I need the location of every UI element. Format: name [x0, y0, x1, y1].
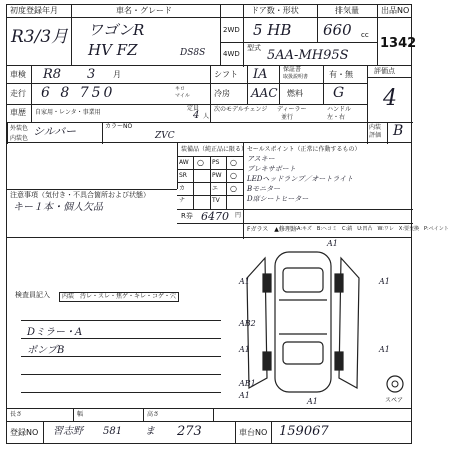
mileage-label: 走行	[10, 89, 26, 98]
first-reg-box	[6, 4, 72, 66]
damage-label-3: A1	[379, 277, 390, 286]
equip-na: ナ	[179, 197, 186, 204]
shaken-label: 車検	[10, 70, 26, 79]
engine-unit: cc	[361, 31, 369, 39]
ext-color-label: 外装色	[10, 125, 29, 132]
score-value: 4	[383, 86, 397, 111]
name-grade-label: 車名・グレード	[116, 6, 172, 15]
damage-label-9: A1	[307, 397, 318, 406]
width-label: 幅	[77, 411, 84, 418]
shaken-month: 3	[87, 67, 96, 82]
equip-pw: PW	[212, 172, 222, 179]
inspector-line-2: ポンプB	[27, 345, 65, 356]
equip-ps: PS	[212, 159, 220, 166]
reg-office: 習志野	[53, 426, 83, 437]
car-name: ワゴンR	[88, 21, 145, 39]
interior-label: 内装 評価	[369, 124, 382, 139]
drive-4wd: 4WD	[223, 50, 240, 58]
notes-value: キー１本・個人欠品	[13, 202, 103, 213]
ext-color-value: シルバー	[33, 125, 76, 138]
dealer-label: ディーラー	[277, 106, 307, 113]
sales-point-4: Bモニター	[247, 185, 281, 193]
shaken-month-unit: 月	[113, 70, 121, 79]
dimensions-row	[6, 408, 412, 422]
fuel-value: G	[333, 85, 345, 101]
damage-label-4: AB2	[239, 319, 256, 328]
equip-ka: カ	[179, 185, 186, 192]
grade: HV FZ	[88, 41, 138, 59]
damage-label-5: A1	[239, 345, 250, 354]
capacity-unit: 人	[203, 113, 210, 120]
mileage-unit: キロ マイル	[175, 86, 190, 99]
auction-sheet	[6, 4, 449, 444]
inspector-block	[6, 237, 412, 409]
equip-sr: SR	[179, 172, 187, 179]
score-label: 評価点	[374, 67, 395, 75]
handle-value: 左・右	[327, 114, 346, 121]
rsho-label: R券	[181, 212, 193, 220]
history-options: 自家用・レンタ・事業用	[35, 109, 101, 116]
door-value: 5 HB	[253, 21, 292, 39]
capacity-value: 4	[193, 110, 200, 121]
rsho-value: 6470	[201, 210, 229, 223]
inspector-scale: 内装 汚レ・スレ・焦ゲ・キレ・コゲ・穴	[59, 292, 179, 302]
lot-label: 出品NO	[381, 6, 410, 15]
ac-label: 冷房	[214, 89, 230, 98]
damage-label-6: A1	[379, 345, 390, 354]
dealer-value: 並行	[281, 114, 294, 121]
shaken-value: R8	[43, 67, 62, 82]
notes-label: 注意事項（気付き・不具合箇所および状態）	[10, 191, 150, 199]
model-label: 型式	[247, 44, 261, 52]
reg-class: 581	[103, 426, 123, 437]
equip-tv: TV	[212, 197, 220, 204]
damage-label-8: A1	[239, 391, 250, 400]
sales-point-1: アスキー	[247, 155, 275, 163]
equip-e: エ	[212, 185, 219, 192]
damage-legend: A:キズ B:ヘコミ C:錆 U:凹凸 W:ワレ X:要交換 P:ペイント	[297, 226, 449, 232]
name-grade-box	[71, 4, 221, 66]
glass-note: Fガラス ▲修理跡	[247, 226, 297, 233]
ac-value: AAC	[251, 86, 278, 100]
color-no-value: ZVC	[155, 131, 175, 141]
equip-circle-1: ○	[197, 158, 204, 167]
warranty-sub: 取扱説明書	[283, 74, 309, 80]
chassis-label: 車台NO	[239, 428, 268, 437]
inspector-line-1: Dミラー・A	[27, 327, 83, 338]
equip-circle-4: ○	[230, 184, 237, 193]
reg-label: 登録NO	[10, 428, 39, 437]
equip-aw: AW	[179, 159, 189, 166]
inspection-grid	[6, 65, 412, 143]
shift-value: IA	[253, 67, 268, 82]
equipment-label: 装備品（純正品に限る）	[181, 146, 248, 153]
handle-label: ハンドル	[327, 106, 352, 113]
door-shape-label: ドア数・形状	[251, 6, 299, 15]
engine-label: 排気量	[335, 6, 359, 15]
chassis-value: 159067	[279, 424, 329, 439]
equip-circle-3: ○	[230, 171, 237, 180]
model-change-label: 次のモデルチェンジ	[214, 106, 268, 113]
model-value: 5AA-MH95S	[267, 48, 349, 63]
sales-point-2: プレキサポート	[247, 165, 296, 173]
int-color-label: 内装色	[10, 135, 29, 142]
inspector-label: 検査員記入	[15, 291, 50, 299]
history-label: 車歴	[10, 108, 26, 117]
capacity-label: 定員	[187, 105, 200, 112]
first-reg-value: R3/3月	[11, 27, 69, 47]
mileage-value: 6 8 750	[41, 85, 116, 101]
damage-label-2: A1	[239, 277, 250, 286]
drive-2wd: 2WD	[223, 26, 240, 34]
reg-number: 273	[177, 424, 202, 439]
first-reg-label: 初度登録年月	[10, 6, 58, 15]
interior-value: B	[393, 123, 404, 139]
engine-value: 660	[323, 21, 352, 39]
length-label: 長さ	[10, 411, 23, 418]
fuel-label: 燃料	[287, 89, 303, 98]
rsho-unit: 円	[235, 212, 242, 219]
registration-row	[6, 421, 412, 444]
warranty-yn: 有・無	[329, 70, 353, 79]
lot-box	[377, 4, 417, 66]
lot-value: 1342	[380, 36, 417, 51]
shift-label: シフト	[214, 70, 238, 79]
sales-point-3: LEDヘッドランプ／オートライト	[247, 175, 354, 183]
door-engine-box	[220, 4, 378, 66]
trim-note: DS8S	[180, 48, 206, 58]
damage-label-1: A1	[327, 239, 338, 248]
equipment-notes-block	[6, 142, 449, 238]
spare-label: スペア	[385, 397, 404, 404]
color-no-label: カラーNO	[105, 123, 133, 130]
sales-points-label: セールスポイント（正常に作動するもの）	[247, 146, 361, 153]
warranty-label: 保証書	[283, 66, 302, 73]
height-label: 高さ	[147, 411, 160, 418]
sales-point-5: D席シートヒーター	[247, 195, 309, 203]
damage-label-7: AB1	[239, 379, 256, 388]
equip-circle-2: ○	[230, 158, 237, 167]
reg-kana: ま	[145, 426, 155, 437]
